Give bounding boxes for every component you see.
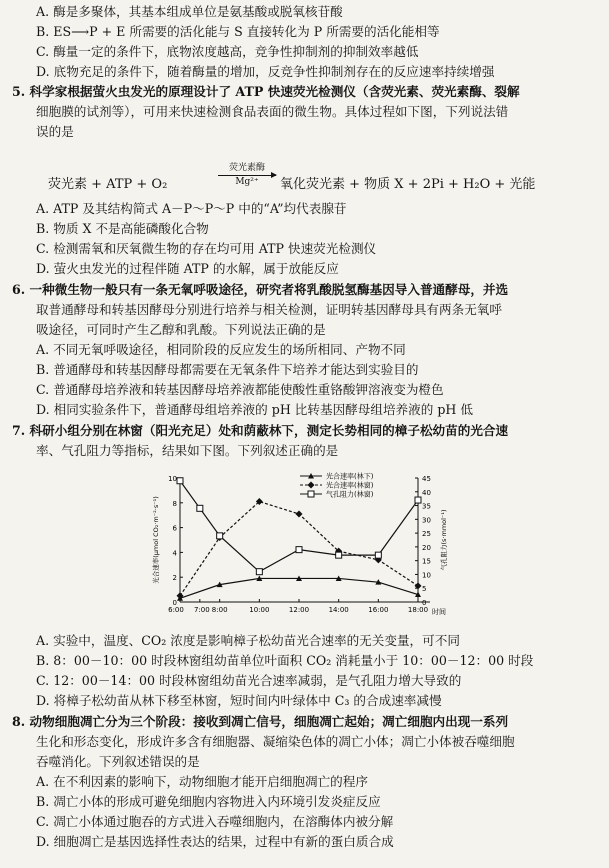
text-line: 吞噬消化。下列叙述错误的是: [36, 754, 200, 769]
legend-marker: [308, 482, 315, 489]
y-right-tick-label: 45: [422, 475, 431, 483]
equation-reactants: 荧光素 + ATP + O₂: [48, 177, 168, 192]
x-tick-label: 10:00: [249, 606, 270, 614]
x-tick-label: 8:00: [211, 606, 228, 614]
x-axis-title: 时间: [432, 608, 446, 616]
text-line: A. 不同无氧呼吸途径，相同阶段的反应发生的场所相同、产物不同: [36, 342, 406, 357]
y-right-tick-label: 25: [422, 530, 431, 539]
equation-arrow: [218, 163, 276, 188]
text-line: 8. 动物细胞凋亡分为三个阶段：接收到凋亡信号，细胞凋亡起始；凋亡细胞内出现一系列: [12, 714, 509, 729]
legend-label: 光合速率(林下): [326, 472, 374, 481]
equation-products: 氧化荧光素 + 物质 X + 2Pi + H₂O + 光能: [280, 177, 536, 192]
y-right-axis-title: 气孔阻力(s·mmol⁻¹): [440, 509, 448, 571]
series-1-point: [296, 510, 303, 517]
y-left-axis-title: 光合速率(μmol CO₂·m⁻²·s⁻¹): [152, 496, 160, 584]
y-right-tick-label: 10: [422, 571, 431, 580]
y-left-tick-label: 2: [172, 574, 177, 583]
y-left-tick-label: 6: [172, 524, 177, 533]
x-tick-label: 7:00: [193, 606, 210, 614]
series-2-point: [256, 569, 262, 575]
series-2-point: [296, 547, 302, 553]
y-right-tick-label: 35: [422, 502, 431, 511]
y-left-tick-label: 0: [172, 599, 177, 607]
text-line: 生化和形态变化，形成许多含有细胞器、凝缩染色体的凋亡小体；凋亡小体被吞噬细胞: [36, 734, 515, 749]
series-2-point: [197, 505, 203, 511]
text-line: B. 物质 X 不是高能磷酸化合物: [36, 221, 209, 236]
y-left-tick-label: 8: [172, 499, 177, 508]
text-line: D. 底物充足的条件下，随着酶量的增加，反竞争性抑制剂存在的反应速率持续增强: [36, 64, 495, 79]
series-2-point: [177, 478, 183, 484]
x-tick-label: 6:00: [168, 606, 184, 614]
text-line: D. 相同实验条件下，普通酵母组培养液的 pH 比转基因酵母组培养液的 pH 低: [36, 402, 473, 417]
text-line: D. 萤火虫发光的过程伴随 ATP 的水解，属于放能反应: [36, 261, 339, 276]
text-line: C. 凋亡小体通过胞吞的方式进入吞噬细胞内，在溶酶体内被分解: [36, 814, 394, 829]
series-1-point: [177, 592, 184, 599]
series-2-point: [375, 552, 381, 558]
text-line: 7. 科研小组分别在林窗（阳光充足）处和荫蔽林下，测定长势相同的樟子松幼苗的光合速: [12, 423, 509, 438]
series-2-point: [336, 552, 342, 558]
legend-label: 光合速率(林窗): [326, 481, 374, 490]
text-line: A. ATP 及其结构简式 A－P～P～P 中的“A”均代表腺苷: [36, 201, 347, 216]
text-line: 取普通酵母和转基因酵母分别进行培养与相关检测，证明转基因酵母具有两条无氧呼: [36, 302, 502, 317]
x-tick-label: 16:00: [368, 606, 389, 614]
text-line: B. 8：00－10：00 时段林窗组幼苗单位叶面积 CO₂ 消耗量小于 10：00－12：00 时段: [36, 653, 534, 668]
text-line: A. 酶是多聚体，其基本组成单位是氨基酸或脱氧核苷酸: [36, 4, 343, 19]
text-line: 吸途径，可同时产生乙醇和乳酸。下列说法正确的是: [36, 322, 326, 337]
y-left-tick-label: 4: [172, 549, 177, 558]
text-line: C. 检测需氧和厌氧微生物的存在均可用 ATP 快速荧光检测仪: [36, 241, 377, 256]
text-line: A. 在不利因素的影响下，动物细胞才能开启细胞凋亡的程序: [36, 774, 368, 789]
x-tick-label: 14:00: [328, 606, 349, 614]
x-tick-label: 12:00: [288, 606, 310, 614]
text-line: B. 凋亡小体的形成可避免细胞内容物进入内环境引发炎症反应: [36, 794, 381, 809]
y-right-tick-label: 20: [422, 543, 431, 552]
y-right-tick-label: 0: [422, 599, 427, 607]
text-line: C. 12：00－14：00 时段林窗组幼苗光合速率减弱，是气孔阻力增大导致的: [36, 673, 462, 688]
text-line: 误的是: [36, 124, 74, 139]
text-line: 率、气孔阻力等指标，结果如下图。下列叙述正确的是: [36, 443, 339, 458]
text-line: D. 将樟子松幼苗从林下移至林窗，短时间内叶绿体中 C₃ 的合成速率减慢: [36, 693, 442, 708]
text-line: C. 酶量一定的条件下，底物浓度越高，竞争性抑制剂的抑制效率越低: [36, 44, 419, 59]
y-right-tick-label: 40: [422, 488, 431, 497]
series-2-point: [415, 497, 421, 503]
y-right-tick-label: 5: [422, 585, 427, 594]
y-right-tick-label: 15: [422, 557, 431, 566]
y-right-tick-label: 30: [422, 516, 431, 525]
text-line: B. ES⟶P + E 所需要的活化能与 S 直接转化为 P 所需要的活化能相等: [36, 24, 440, 39]
text-line: 细胞膜的试剂等），可用来快速检测食品表面的微生物。具体过程如下图，下列说法错: [36, 104, 509, 119]
arrow-above-label: 荧光素酶: [228, 163, 265, 173]
text-line: 5. 科学家根据萤火虫发光的原理设计了 ATP 快速荧光检测仪（含荧光素、荧光素酶、裂解: [12, 84, 520, 99]
text-line: 6. 一种微生物一般只有一条无氧呼吸途径，研究者将乳酸脱氢酶基因导入普通酵母，并选: [12, 282, 509, 297]
y-left-tick-label: 10: [168, 475, 177, 483]
text-line: C. 普通酵母培养液和转基因酵母培养液都能使酸性重铬酸钾溶液变为橙色: [36, 382, 444, 397]
series-line-2: [180, 481, 418, 572]
legend-label: 气孔阻力(林窗): [326, 490, 374, 499]
legend-marker: [308, 491, 314, 497]
series-2-point: [217, 533, 223, 539]
photosynthesis-chart: [150, 470, 470, 620]
text-line: A. 实验中，温度、CO₂ 浓度是影响樟子松幼苗光合速率的无关变量，可不同: [36, 633, 460, 648]
arrow-below-label: Mg²⁺: [235, 177, 259, 187]
text-line: D. 细胞凋亡是基因选择性表达的结果，过程中有新的蛋白质合成: [36, 834, 394, 849]
x-tick-label: 18:00: [407, 606, 429, 614]
chart-svg: [150, 470, 470, 620]
text-line: B. 普通酵母和转基因酵母都需要在无氧条件下培养才能达到实验目的: [36, 362, 419, 377]
series-line-0: [180, 578, 418, 598]
